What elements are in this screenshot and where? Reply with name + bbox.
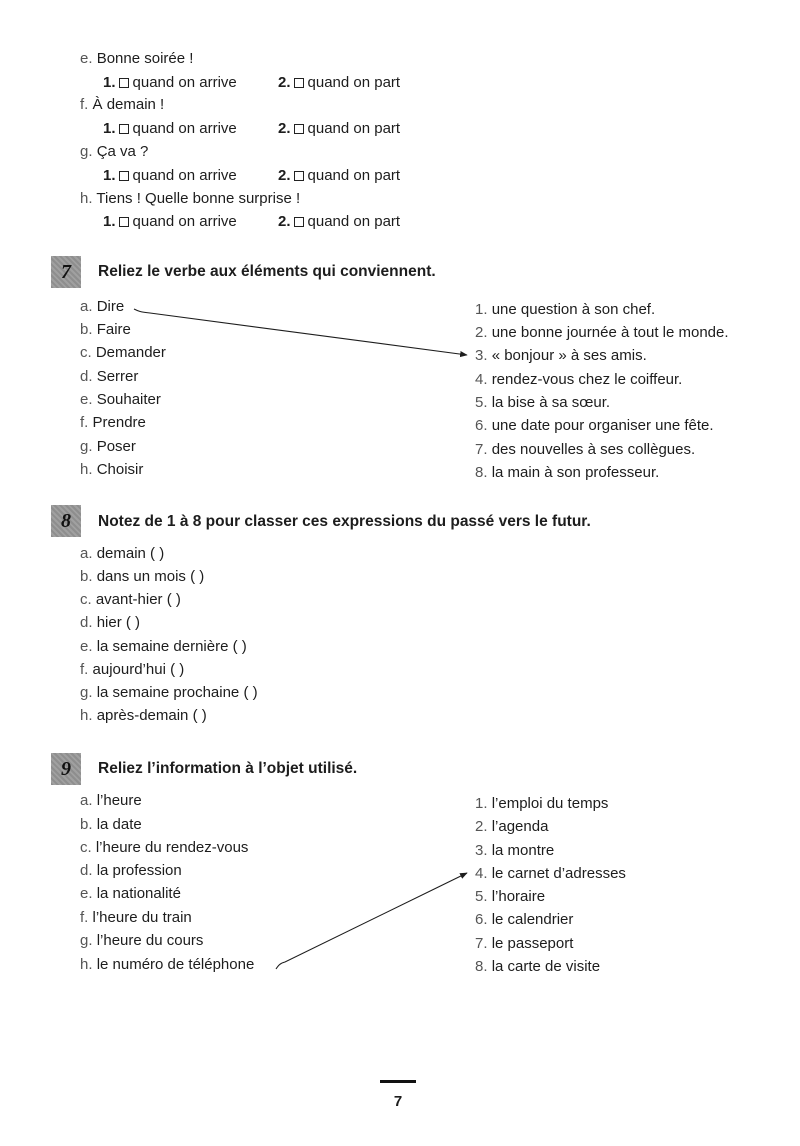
choice-1-number: 1. xyxy=(103,213,116,230)
item-letter: f. xyxy=(80,414,89,431)
choice-2-text: quand on part xyxy=(307,213,401,230)
item-letter: e. xyxy=(80,50,93,67)
item-text: l’emploi du temps xyxy=(491,795,609,812)
item-letter: a. xyxy=(80,792,93,809)
item-letter: d. xyxy=(80,862,93,879)
item-letter: d. xyxy=(80,368,93,385)
item-text: l’heure du rendez-vous xyxy=(95,839,249,856)
item-letter: h. xyxy=(80,707,93,724)
item-text: la date xyxy=(96,816,142,833)
item-text: l’horaire xyxy=(491,888,546,905)
item-text: l’heure xyxy=(96,792,142,809)
item-letter: g. xyxy=(80,143,93,160)
item-text: une date pour organiser une fête. xyxy=(491,417,714,434)
item-number: 6. xyxy=(475,417,488,434)
item-number: 7. xyxy=(475,935,488,952)
item-text: une question à son chef. xyxy=(491,301,656,318)
item-letter: b. xyxy=(80,568,93,585)
choice-2-number: 2. xyxy=(278,74,291,91)
choice-2-text: quand on part xyxy=(307,167,401,184)
item-number: 4. xyxy=(475,371,488,388)
item-letter: e. xyxy=(80,391,93,408)
item-text: après-demain ( ) xyxy=(96,707,207,724)
item-text: Prendre xyxy=(92,414,146,431)
item-text: hier ( ) xyxy=(96,614,141,631)
item-text: la main à son professeur. xyxy=(491,464,660,481)
item-text: l’agenda xyxy=(491,818,549,835)
choice-1-text: quand on arrive xyxy=(132,74,237,91)
page-number: 7 xyxy=(393,1093,403,1110)
item-text: rendez-vous chez le coiffeur. xyxy=(491,371,683,388)
example-arrow-ex7 xyxy=(134,309,467,355)
item-text: Poser xyxy=(96,438,136,455)
choice-2-number: 2. xyxy=(278,213,291,230)
item-number: 2. xyxy=(475,818,488,835)
item-letter: h. xyxy=(80,190,93,207)
item-letter: a. xyxy=(80,298,93,315)
item-text: des nouvelles à ses collègues. xyxy=(491,441,696,458)
choice-1-text: quand on arrive xyxy=(132,120,237,137)
item-text: la bise à sa sœur. xyxy=(491,394,611,411)
item-text: une bonne journée à tout le monde. xyxy=(491,324,729,341)
exercise-7-badge: 7 xyxy=(51,256,81,288)
item-letter: b. xyxy=(80,816,93,833)
item-text: la semaine prochaine ( ) xyxy=(96,684,258,701)
item-number: 2. xyxy=(475,324,488,341)
item-text: la profession xyxy=(96,862,182,879)
choice-2-text: quand on part xyxy=(307,120,401,137)
choice-1-number: 1. xyxy=(103,120,116,137)
choice-2-text: quand on part xyxy=(307,74,401,91)
item-text: dans un mois ( ) xyxy=(96,568,205,585)
item-letter: e. xyxy=(80,638,93,655)
item-text: Choisir xyxy=(96,461,144,478)
item-letter: g. xyxy=(80,684,93,701)
choice-1-text: quand on arrive xyxy=(132,167,237,184)
item-text: Souhaiter xyxy=(96,391,161,408)
choice-1-number: 1. xyxy=(103,74,116,91)
item-number: 5. xyxy=(475,888,488,905)
item-text: la semaine dernière ( ) xyxy=(96,638,247,655)
exercise-8-badge: 8 xyxy=(51,505,81,537)
item-number: 1. xyxy=(475,301,488,318)
item-text: Demander xyxy=(95,344,166,361)
item-number: 8. xyxy=(475,464,488,481)
item-number: 6. xyxy=(475,911,488,928)
item-number: 5. xyxy=(475,394,488,411)
choice-1-text: quand on arrive xyxy=(132,213,237,230)
item-letter: c. xyxy=(80,591,92,608)
item-text: le carnet d’adresses xyxy=(491,865,626,882)
item-letter: a. xyxy=(80,545,93,562)
choice-1-number: 1. xyxy=(103,167,116,184)
item-letter: c. xyxy=(80,839,92,856)
item-letter: c. xyxy=(80,344,92,361)
item-letter: b. xyxy=(80,321,93,338)
item-text: l’heure du train xyxy=(92,909,192,926)
item-letter: h. xyxy=(80,956,93,973)
item-letter: e. xyxy=(80,885,93,902)
item-text: Dire xyxy=(96,298,125,315)
item-text: la montre xyxy=(491,842,555,859)
exercise-9-badge: 9 xyxy=(51,753,81,785)
item-text: « bonjour » à ses amis. xyxy=(491,347,647,364)
item-letter: f. xyxy=(80,661,89,678)
item-number: 1. xyxy=(475,795,488,812)
item-text: Serrer xyxy=(96,368,139,385)
exercise-7-title: Reliez le verbe aux éléments qui conviennent. xyxy=(98,263,436,280)
item-text: Faire xyxy=(96,321,131,338)
item-text: la nationalité xyxy=(96,885,181,902)
item-text: Bonne soirée ! xyxy=(96,50,194,67)
item-text: avant-hier ( ) xyxy=(95,591,181,608)
example-arrow-ex9 xyxy=(276,873,467,969)
exercise-8-title: Notez de 1 à 8 pour classer ces expressions du passé vers le futur. xyxy=(98,513,591,530)
exercise-9-title: Reliez l’information à l’objet utilisé. xyxy=(98,760,358,777)
item-text: Tiens ! Quelle bonne surprise ! xyxy=(96,190,301,207)
item-number: 3. xyxy=(475,347,488,364)
item-letter: f. xyxy=(80,909,89,926)
choice-2-number: 2. xyxy=(278,120,291,137)
item-text: aujourd’hui ( ) xyxy=(92,661,185,678)
item-text: Ça va ? xyxy=(96,143,149,160)
item-number: 8. xyxy=(475,958,488,975)
item-text: le numéro de téléphone xyxy=(96,956,255,973)
item-text: À demain ! xyxy=(92,96,165,113)
item-text: le calendrier xyxy=(491,911,574,928)
item-text: la carte de visite xyxy=(491,958,601,975)
item-letter: g. xyxy=(80,438,93,455)
choice-2-number: 2. xyxy=(278,167,291,184)
item-text: l’heure du cours xyxy=(96,932,204,949)
item-number: 7. xyxy=(475,441,488,458)
item-letter: f. xyxy=(80,96,89,113)
item-letter: g. xyxy=(80,932,93,949)
item-number: 4. xyxy=(475,865,488,882)
item-letter: h. xyxy=(80,461,93,478)
item-number: 3. xyxy=(475,842,488,859)
item-text: le passeport xyxy=(491,935,574,952)
page-number-rule xyxy=(380,1080,416,1083)
item-text: demain ( ) xyxy=(96,545,165,562)
item-letter: d. xyxy=(80,614,93,631)
